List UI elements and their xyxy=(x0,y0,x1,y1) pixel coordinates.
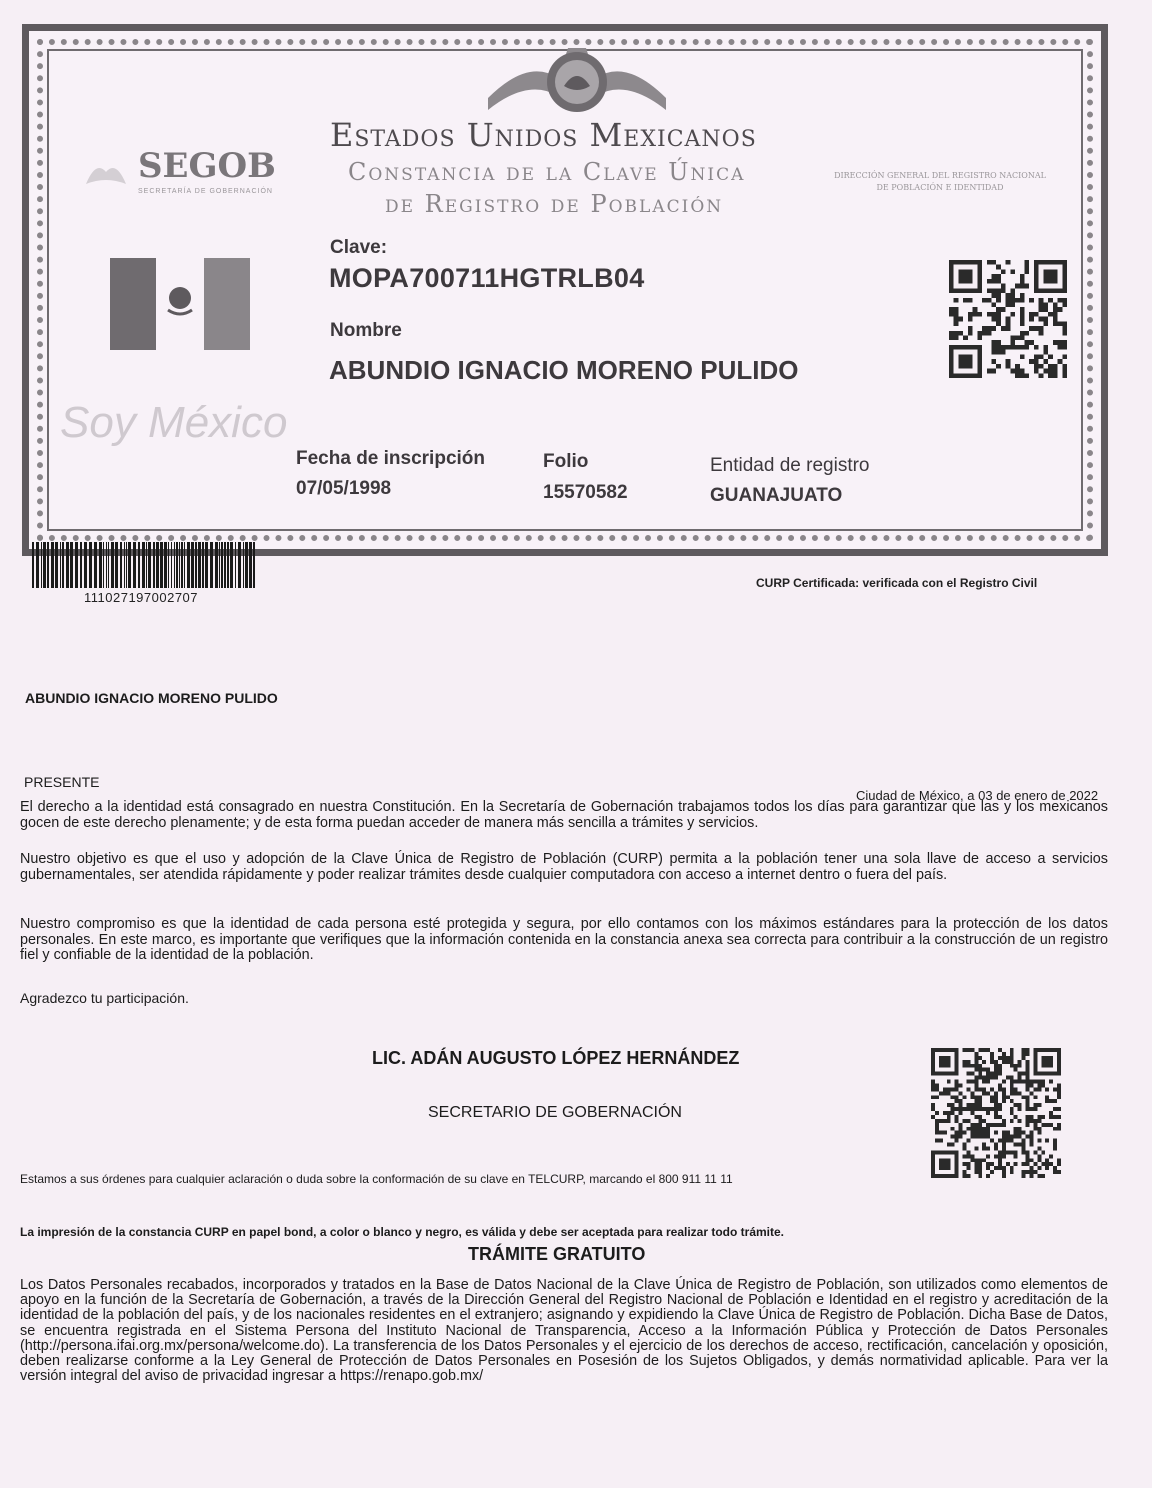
direccion-general-label: DIRECCIÓN GENERAL DEL REGISTRO NACIONAL DE POBLACIÓN E IDENTIDAD xyxy=(834,171,1046,192)
signatory-name: LIC. ADÁN AUGUSTO LÓPEZ HERNÁNDEZ xyxy=(372,1048,740,1068)
impresion-validity-note: La impresión de la constancia CURP en papel bond, a color o blanco y negro, es válida y debe ser aceptada para realizar todo trámite. xyxy=(20,1225,785,1239)
segob-logo: SEGOB xyxy=(138,146,276,186)
national-crest-icon xyxy=(488,38,666,120)
entidad-registro-value: GUANAJUATO xyxy=(710,485,843,506)
mexican-flag-icon xyxy=(110,258,250,350)
fecha-inscripcion-value: 07/05/1998 xyxy=(296,478,392,499)
curp-value: MOPA700711HGTRLB04 xyxy=(329,263,645,293)
paragraph-objetivo: Nuestro objetivo es que el uso y adopción de la Clave Única de Registro de Población (CURP) permita a la población tener una sola llave de acceso a servicios gubernamentales, ser atendida rápidamente y poder realizar trámites desde cualquier computadora con acceso a internet dentro o fuera del país. xyxy=(20,851,1108,883)
signatory-title: SECRETARIO DE GOBERNACIÓN xyxy=(428,1104,682,1121)
eagle-watermark-icon xyxy=(82,154,130,194)
qr-code-icon xyxy=(948,260,1068,378)
title-estados-unidos-mexicanos: Estados Unidos Mexicanos xyxy=(330,116,757,154)
telcurp-contact: Estamos a sus órdenes para cualquier aclaración o duda sobre la conformación de su clave en TELCURP, marcando el 800 911 11 11 xyxy=(20,1172,733,1186)
privacy-notice: Los Datos Personales recabados, incorporados y tratados en la Base de Datos Nacional de la Clave Única de Registro de Población, son utilizados como elementos de apoyo en la función de la Secretaría de Gobernación, a través de la Dirección General del Registro Nacional de Población e Identidad en el registro y acreditación de la identidad de la población del país, y de los nacionales residentes en el extranjero; asignando y expidiendo la Clave Única de Registro de Población. Dicha Base de Datos, se encuentra registrada en el Sistema Persona del Instituto Nacional de Transparencia, Acceso a la Información Pública y Protección de Datos Personales (http://persona.ifai.org.mx/persona/welcome.do). La transferencia de los Datos Personales y el ejercicio de los derechos de acceso, rectificación, cancelación y oposición, deben realizarse conforme a la Ley General de Protección de Datos Personales en Posesión de los Sujetos Obligados, y demás normatividad aplicable. Para ver la versión integral del aviso de privacidad ingresar a https://renapo.gob.mx/ xyxy=(20,1277,1108,1385)
barcode-number: 111027197002707 xyxy=(84,590,199,605)
soy-mexico-watermark: Soy México xyxy=(60,398,288,447)
title-registro-poblacion: de Registro de Población xyxy=(385,190,724,218)
title-constancia: Constancia de la Clave Única xyxy=(348,158,746,186)
agradecimiento: Agradezco tu participación. xyxy=(20,990,189,1006)
presente-label: PRESENTE xyxy=(24,774,100,790)
entidad-registro-label: Entidad de registro xyxy=(710,455,870,476)
segob-subtitle: SECRETARÍA DE GOBERNACIÓN xyxy=(138,188,273,195)
fecha-inscripcion-label: Fecha de inscripción xyxy=(296,448,485,469)
addressee-name: ABUNDIO IGNACIO MORENO PULIDO xyxy=(25,690,278,706)
folio-label: Folio xyxy=(543,451,589,472)
tramite-gratuito: TRÁMITE GRATUITO xyxy=(468,1244,646,1264)
paragraph-derecho-identidad: El derecho a la identidad está consagrado en nuestra Constitución. En la Secretaría de Gobernación trabajamos todos los días para garantizar que las y los mexicanos gocen de este derecho plenamente; y de esta forma puedan acceder de manera más sencilla a trámites y servicios. xyxy=(20,799,1108,831)
paragraph-compromiso: Nuestro compromiso es que la identidad de cada persona esté protegida y segura, por ello contamos con los máximos estándares para la protección de los datos personales. En este marco, es importante que verifiques que la información contenida en la constancia anexa sea correcta para contribuir a la construcción de un registro fiel y confiable de la identidad de la población. xyxy=(20,916,1108,963)
qr-code-large-icon xyxy=(930,1048,1062,1178)
clave-label: Clave: xyxy=(330,237,388,258)
curp-certificada-note: CURP Certificada: verificada con el Registro Civil xyxy=(756,576,1038,590)
folio-value: 15570582 xyxy=(543,482,628,503)
nombre-label: Nombre xyxy=(330,320,402,341)
barcode-icon xyxy=(32,542,257,588)
place-date: Ciudad de México, a 03 de enero de 2022 xyxy=(856,788,1099,803)
nombre-value: ABUNDIO IGNACIO MORENO PULIDO xyxy=(329,355,799,385)
